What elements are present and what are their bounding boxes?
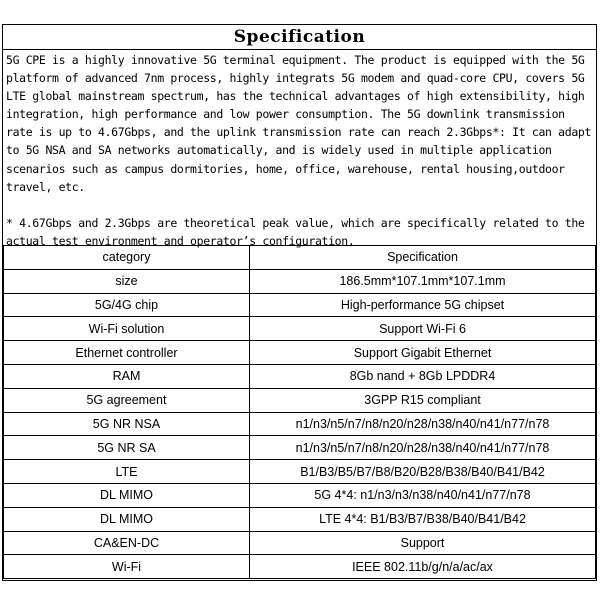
row-category: LTE bbox=[4, 460, 250, 484]
row-category: size bbox=[4, 269, 250, 293]
row-category: DL MIMO bbox=[4, 483, 250, 507]
row-value: 3GPP R15 compliant bbox=[250, 388, 596, 412]
row-category: 5G NR NSA bbox=[4, 412, 250, 436]
table-row bbox=[4, 531, 596, 555]
table-row bbox=[4, 460, 596, 484]
row-value: n1/n3/n5/n7/n8/n20/n28/n38/n40/n41/n77/n78 bbox=[250, 412, 596, 436]
row-category: RAM bbox=[4, 364, 250, 388]
table-row bbox=[4, 412, 596, 436]
description-note: * 4.67Gbps and 2.3Gbps are theoretical peak value, which are specifically related to the actual test environment and operator’s configuration. bbox=[6, 215, 592, 248]
table-row bbox=[4, 293, 596, 317]
row-value: B1/B3/B5/B7/B8/B20/B28/B38/B40/B41/B42 bbox=[250, 460, 596, 484]
table-body bbox=[4, 269, 596, 578]
table-row bbox=[4, 341, 596, 365]
table-row bbox=[4, 388, 596, 412]
paragraph-spacer bbox=[6, 196, 596, 214]
row-value: Support bbox=[250, 531, 596, 555]
table-row bbox=[4, 436, 596, 460]
specification-table bbox=[3, 245, 596, 579]
page-title: Specification bbox=[233, 27, 366, 47]
row-category: 5G/4G chip bbox=[4, 293, 250, 317]
table-row bbox=[4, 364, 596, 388]
description-paragraph: 5G CPE is a highly innovative 5G terminal equipment. The product is equipped with the 5G platform of advanced 7nm process, highly integrats 5G modem and quad-core CPU, covers 5G LTE global mainstream spectrum, has the technical advantages of high extensibility, high integration, high performance and low power consumption. The 5G downlink transmission rate is up to 4.67Gbps, and the uplink transmission rate can reach 2.3Gbps*: It can adapt to 5G NSA and SA networks automatically, and is widely used in multiple application scenarios such as campus dormitories, home, office, warehouse, rental housing,outdoor travel, etc. bbox=[6, 53, 598, 194]
row-category: Wi-Fi bbox=[4, 555, 250, 579]
table-row bbox=[4, 507, 596, 531]
product-description bbox=[6, 51, 596, 250]
table-row bbox=[4, 555, 596, 579]
row-category: Ethernet controller bbox=[4, 341, 250, 365]
row-value: n1/n3/n5/n7/n8/n20/n28/n38/n40/n41/n77/n78 bbox=[250, 436, 596, 460]
row-value: High-performance 5G chipset bbox=[250, 293, 596, 317]
row-value: 186.5mm*107.1mm*107.1mm bbox=[250, 269, 596, 293]
row-value: Support Gigabit Ethernet bbox=[250, 341, 596, 365]
header-specification: Specification bbox=[250, 246, 596, 270]
row-value: LTE 4*4: B1/B3/B7/B38/B40/B41/B42 bbox=[250, 507, 596, 531]
row-category: 5G NR SA bbox=[4, 436, 250, 460]
table-row bbox=[4, 483, 596, 507]
row-category: CA&EN-DC bbox=[4, 531, 250, 555]
specification-sheet bbox=[2, 24, 597, 581]
table-header-row bbox=[4, 246, 596, 270]
table-row bbox=[4, 317, 596, 341]
row-category: DL MIMO bbox=[4, 507, 250, 531]
row-value: 8Gb nand + 8Gb LPDDR4 bbox=[250, 364, 596, 388]
header-category: category bbox=[4, 246, 250, 270]
row-value: 5G 4*4: n1/n3/n3/n38/n40/n41/n77/n78 bbox=[250, 483, 596, 507]
row-value: Support Wi-Fi 6 bbox=[250, 317, 596, 341]
row-value: IEEE 802.11b/g/n/a/ac/ax bbox=[250, 555, 596, 579]
title-divider bbox=[3, 49, 596, 50]
row-category: Wi-Fi solution bbox=[4, 317, 250, 341]
table-row bbox=[4, 269, 596, 293]
row-category: 5G agreement bbox=[4, 388, 250, 412]
